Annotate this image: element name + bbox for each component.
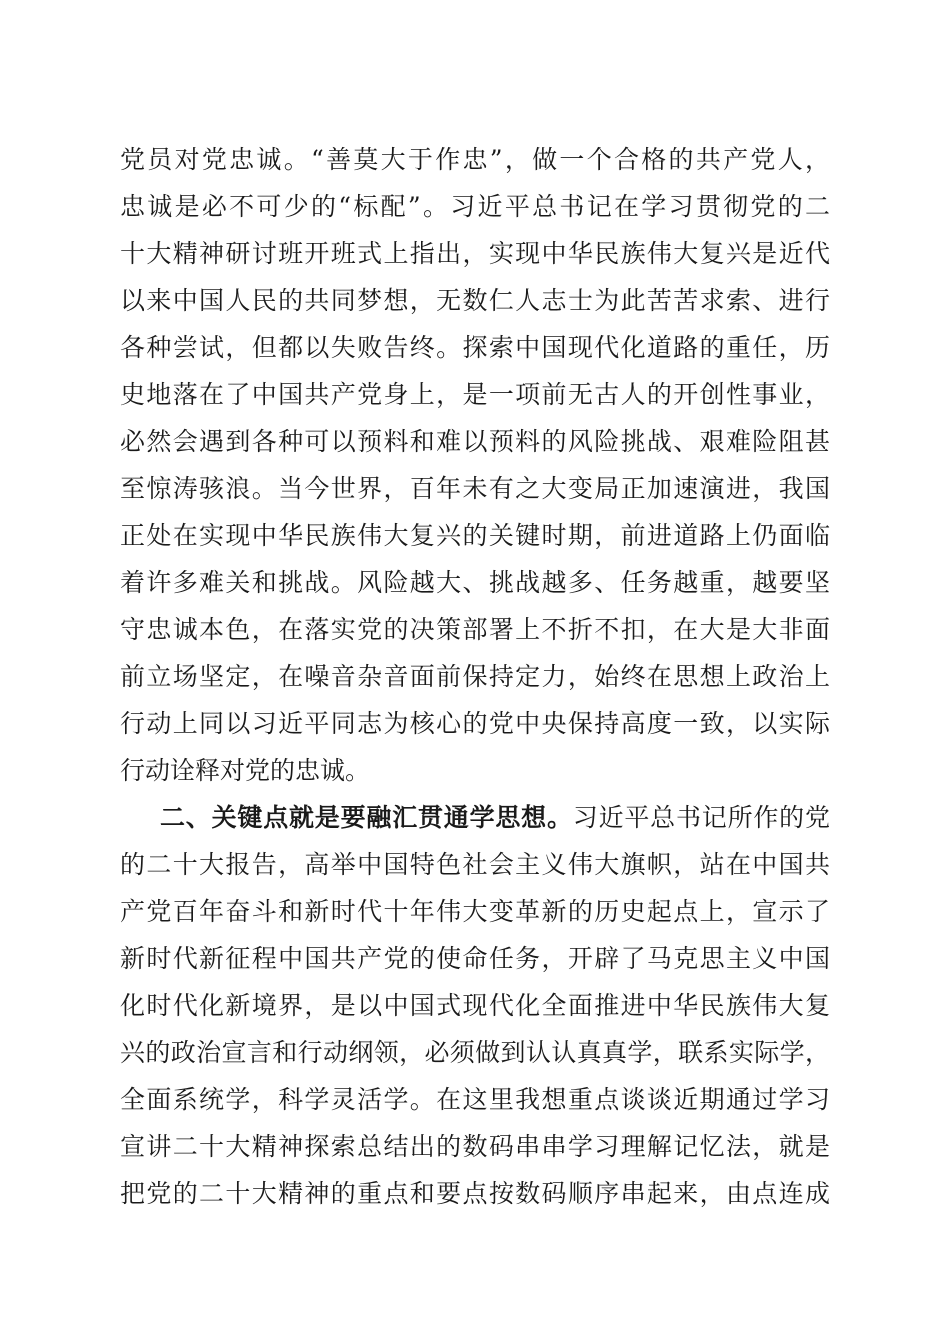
paragraph-line: 必然会遇到各种可以预料和难以预料的风险挑战、艰难险阻甚 (120, 427, 830, 456)
section-heading: 二、关键点就是要融汇贯通学思想。 (160, 803, 573, 832)
paragraph-line: 忠诚是必不可少的“标配”。习近平总书记在学习贯彻党的二 (120, 192, 830, 221)
paragraph-line: 各种尝试，但都以失败告终。探索中国现代化道路的重任，历 (120, 333, 830, 362)
paragraph-line: 把党的二十大精神的重点和要点按数码顺序串起来，由点连成 (120, 1179, 830, 1208)
paragraph-line: 守忠诚本色，在落实党的决策部署上不折不扣，在大是大非面 (120, 615, 830, 644)
section-heading-line (160, 801, 830, 835)
paragraph-text: 习近平总书记所作的党 (572, 803, 830, 832)
paragraph-line: 史地落在了中国共产党身上，是一项前无古人的开创性事业， (120, 380, 830, 409)
paragraph-line: 正处在实现中华民族伟大复兴的关键时期，前进道路上仍面临 (120, 521, 830, 550)
paragraph-line: 行动诠释对党的忠诚。 (120, 756, 371, 785)
paragraph-line: 十大精神研讨班开班式上指出，实现中华民族伟大复兴是近代 (120, 239, 830, 268)
paragraph-line: 党员对党忠诚。“善莫大于作忠”，做一个合格的共产党人， (120, 145, 830, 174)
paragraph-line: 兴的政治宣言和行动纲领，必须做到认认真真学，联系实际学， (120, 1038, 830, 1067)
paragraph-line: 以来中国人民的共同梦想，无数仁人志士为此苦苦求索、进行 (120, 286, 830, 315)
paragraph-line: 至惊涛骇浪。当今世界，百年未有之大变局正加速演进，我国 (120, 474, 830, 503)
paragraph-line: 全面系统学，科学灵活学。在这里我想重点谈谈近期通过学习 (120, 1085, 830, 1114)
paragraph-line: 产党百年奋斗和新时代十年伟大变革新的历史起点上，宣示了 (120, 897, 830, 926)
paragraph-line: 的二十大报告，高举中国特色社会主义伟大旗帜，站在中国共 (120, 850, 830, 879)
paragraph-line: 着许多难关和挑战。风险越大、挑战越多、任务越重，越要坚 (120, 568, 830, 597)
paragraph-line: 行动上同以习近平同志为核心的党中央保持高度一致，以实际 (120, 709, 830, 738)
paragraph-line: 前立场坚定，在噪音杂音面前保持定力，始终在思想上政治上 (120, 662, 830, 691)
paragraph-line: 宣讲二十大精神探索总结出的数码串串学习理解记忆法，就是 (120, 1132, 830, 1161)
paragraph-line: 化时代化新境界，是以中国式现代化全面推进中华民族伟大复 (120, 991, 830, 1020)
paragraph-line: 新时代新征程中国共产党的使命任务，开辟了马克思主义中国 (120, 944, 830, 973)
